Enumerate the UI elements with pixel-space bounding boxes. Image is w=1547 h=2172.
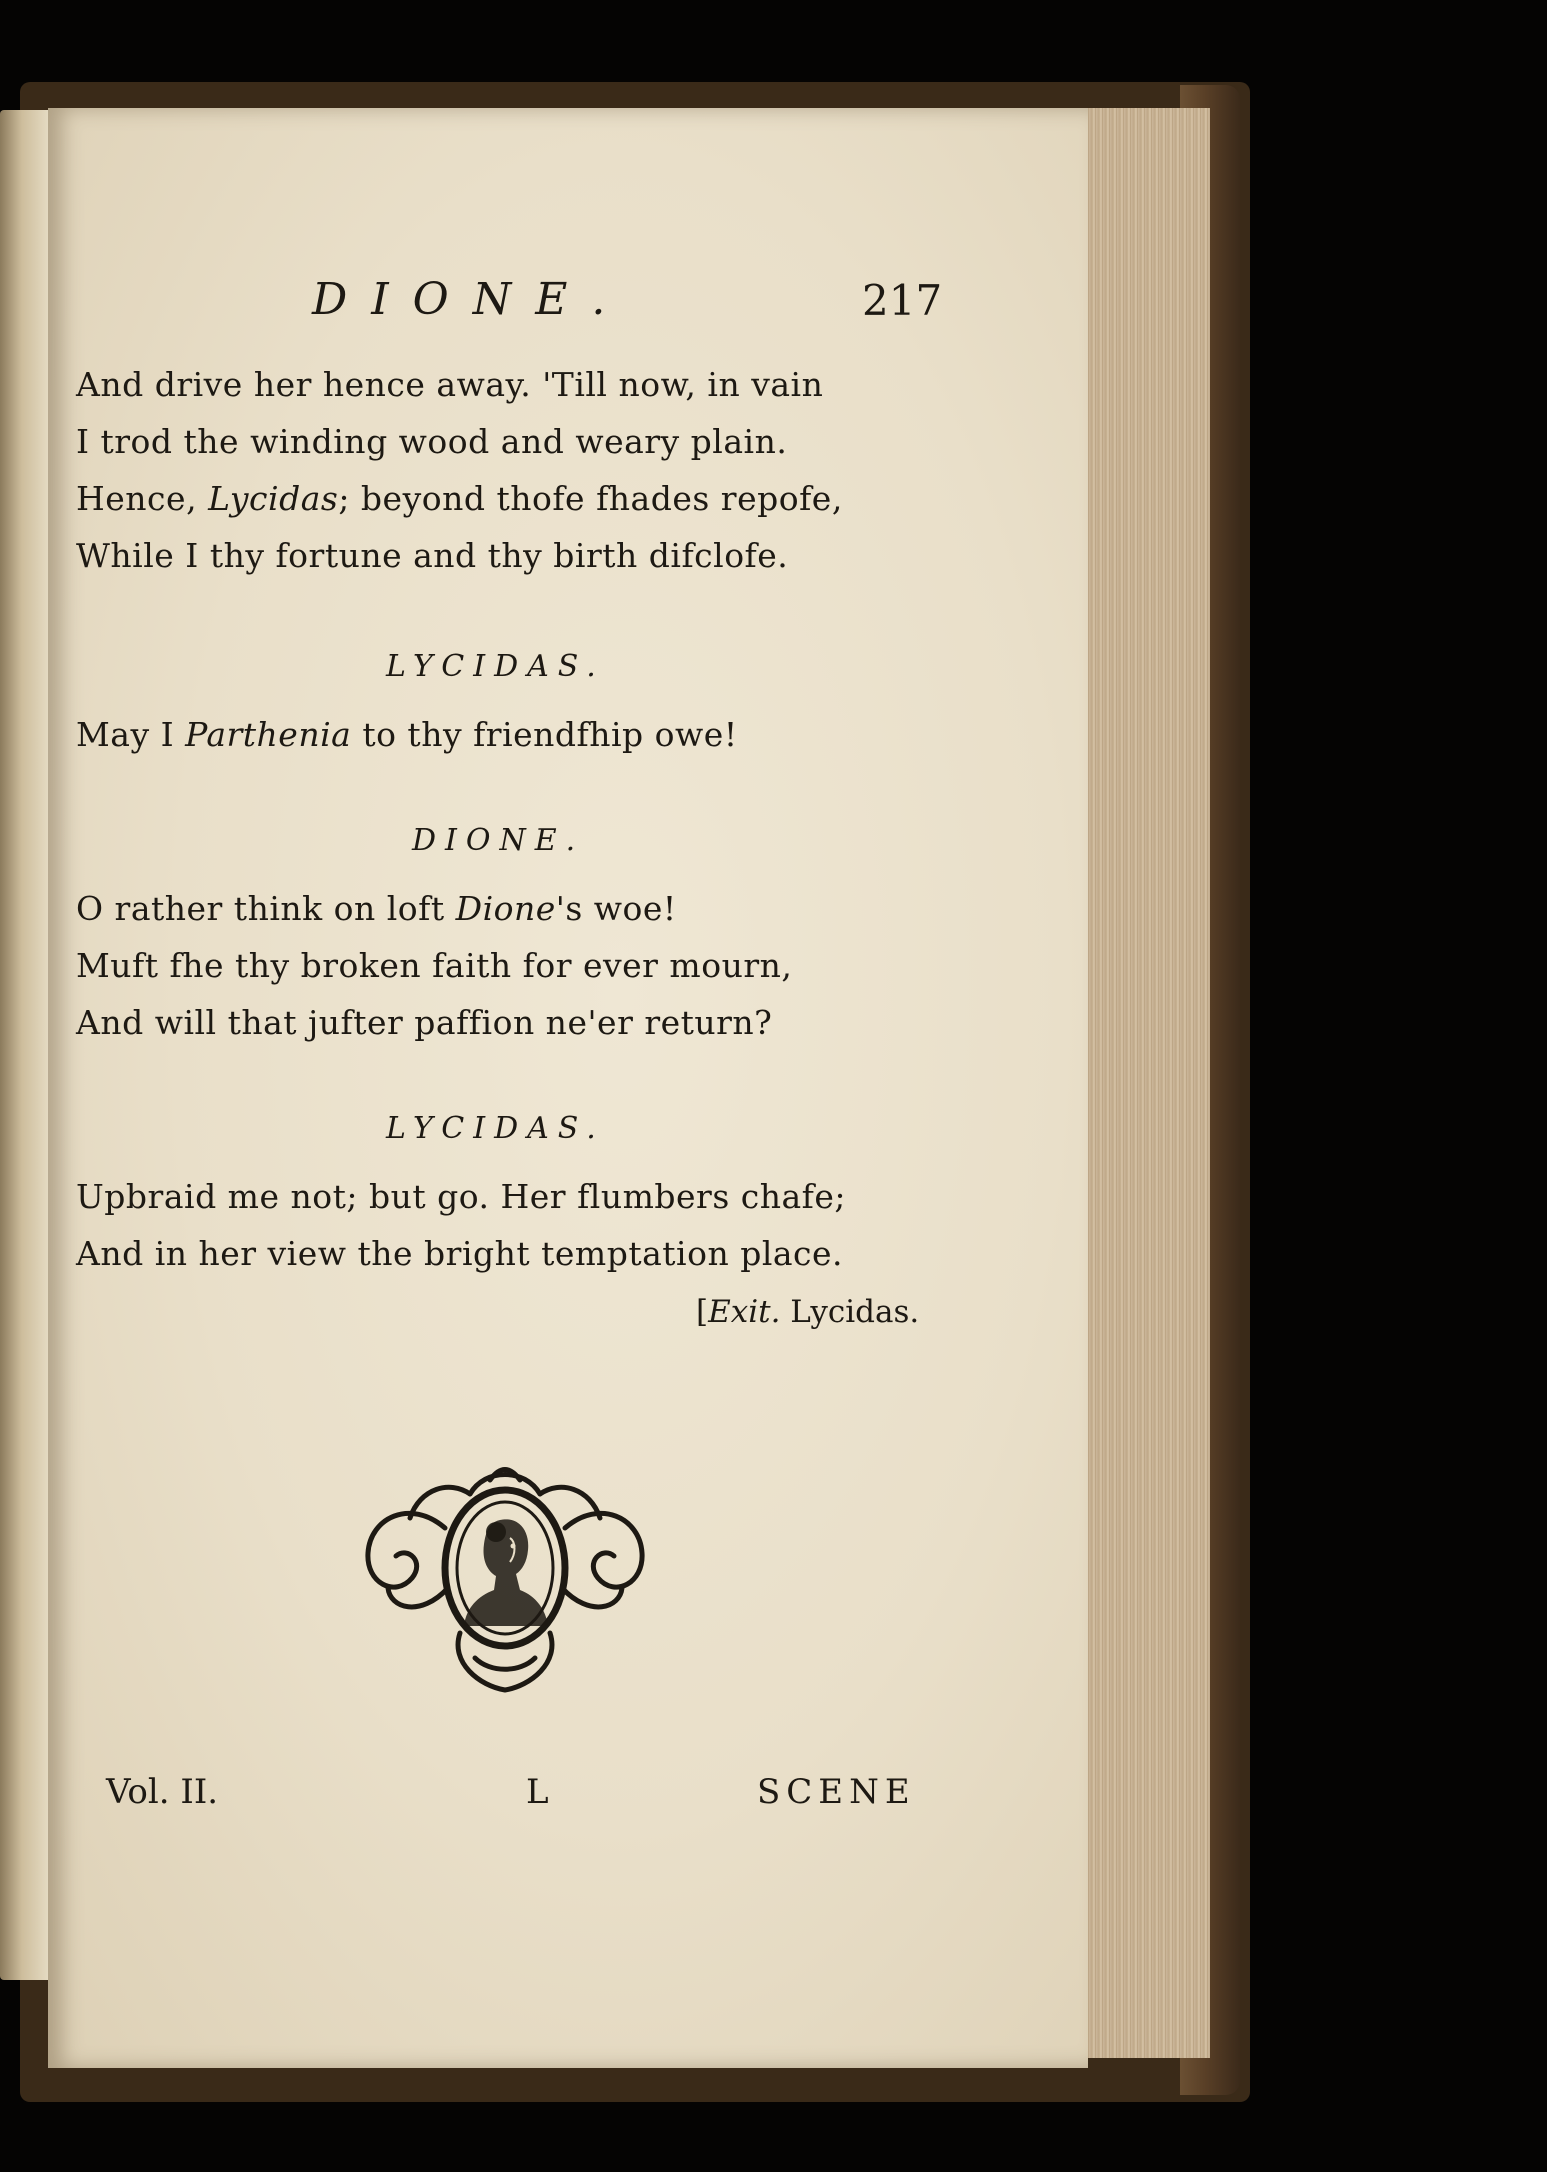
speaker-heading: LYCIDAS.	[386, 1111, 605, 1146]
character-name: Parthenia	[185, 715, 352, 754]
volume-signature: Vol. II.	[106, 1772, 219, 1812]
verse-line: And drive her hence away. 'Till now, in vain	[76, 365, 824, 404]
signature-mark: L	[526, 1772, 549, 1812]
verse-line: Muft fhe thy broken faith for ever mourn,	[76, 946, 793, 985]
verse-line: I trod the winding wood and weary plain.	[76, 422, 788, 461]
verse-line: Hence, Lycidas; beyond thofe fhades repofe,	[76, 479, 843, 518]
verse-line: And in her view the bright temptation place.	[76, 1234, 844, 1273]
verse-line: May I Parthenia to thy friendfhip owe!	[76, 715, 738, 754]
page-block-fore-edge	[1075, 108, 1210, 2058]
speaker-heading: DIONE.	[412, 823, 585, 858]
catchword: SCENE	[757, 1772, 916, 1812]
verse-line: O rather think on loft Dione's woe!	[76, 889, 677, 928]
speaker-heading: LYCIDAS.	[386, 649, 605, 684]
stage-direction: [Exit. Lycidas.	[696, 1294, 920, 1330]
verse-line: And will that jufter paffion ne'er return?	[76, 1003, 773, 1042]
character-name: Lycidas	[208, 479, 339, 518]
character-name: Dione	[455, 889, 556, 928]
verse-line: Upbraid me not; but go. Her flumbers chafe;	[76, 1177, 847, 1216]
page-number: 217	[862, 276, 943, 325]
running-title: DIONE.	[312, 274, 630, 325]
verse-line: While I thy fortune and thy birth difclofe.	[76, 536, 789, 575]
woodcut-ornament-icon	[350, 1458, 660, 1698]
